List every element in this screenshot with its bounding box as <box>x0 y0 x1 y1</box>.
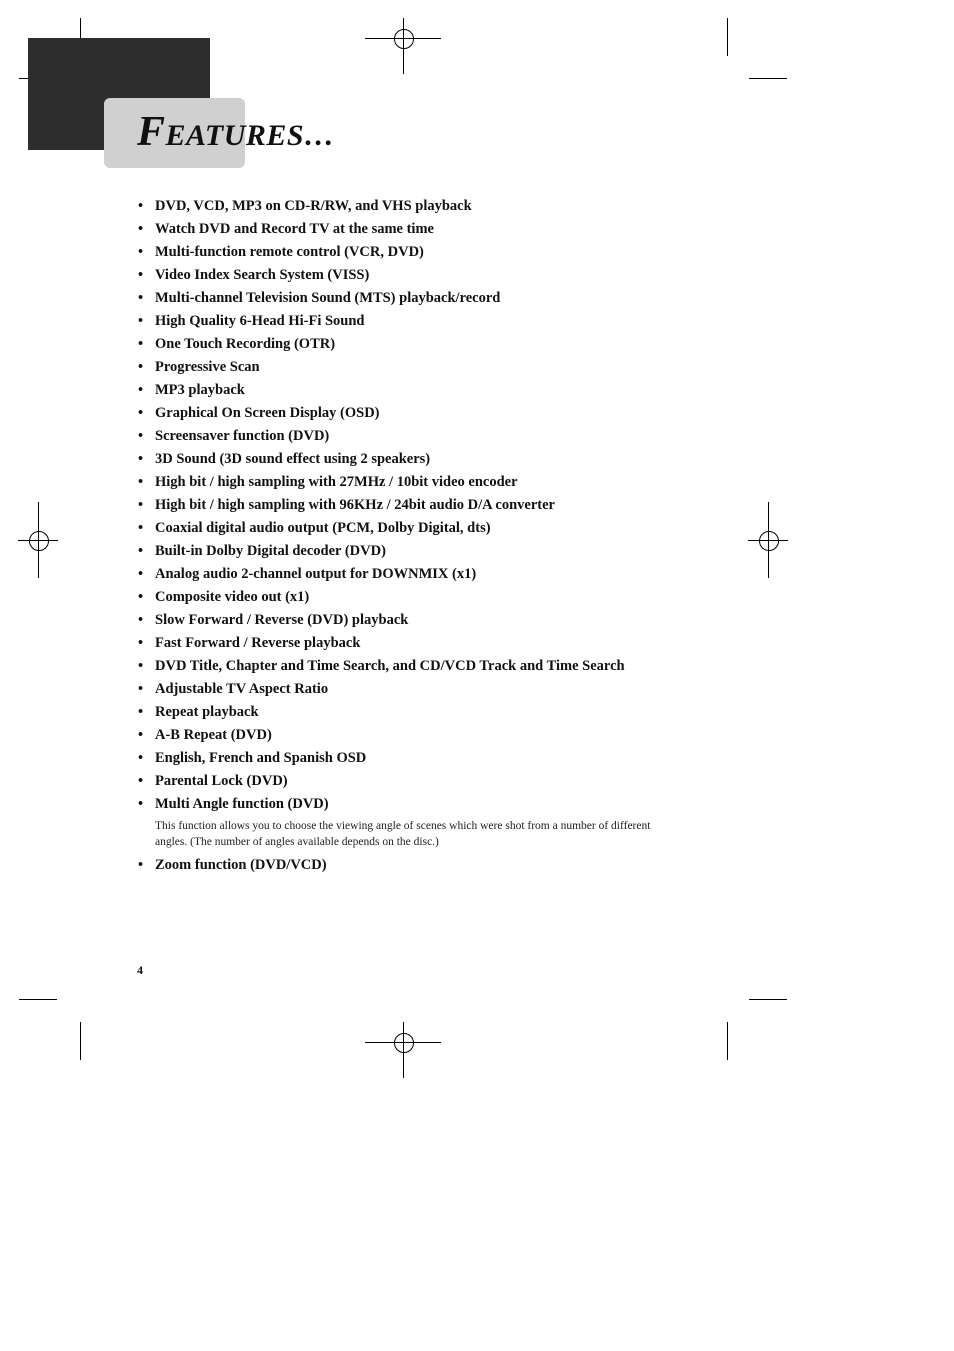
page-title-rest: EATURES… <box>165 119 335 152</box>
registration-mark-left <box>0 502 76 578</box>
bullet-icon: • <box>138 727 144 743</box>
feature-item <box>138 241 698 264</box>
registration-mark-right <box>730 502 806 578</box>
feature-item <box>138 287 698 310</box>
bullet-icon: • <box>138 857 144 873</box>
feature-item <box>138 563 698 586</box>
bullet-icon: • <box>138 336 144 352</box>
feature-label: MP3 playback <box>155 382 245 398</box>
feature-label: Watch DVD and Record TV at the same time <box>155 221 434 237</box>
feature-label: Adjustable TV Aspect Ratio <box>155 681 329 697</box>
feature-item <box>138 471 698 494</box>
bullet-icon: • <box>138 773 144 789</box>
page-title-initial: F <box>137 109 166 155</box>
bullet-icon: • <box>138 681 144 697</box>
crop-mark <box>80 1022 81 1060</box>
feature-label: DVD, VCD, MP3 on CD-R/RW, and VHS playback <box>155 198 472 214</box>
feature-item <box>138 609 698 632</box>
crop-mark <box>727 1022 728 1060</box>
feature-label: Multi-channel Television Sound (MTS) playback/record <box>155 290 501 306</box>
bullet-icon: • <box>138 405 144 421</box>
feature-label: Screensaver function (DVD) <box>155 428 330 444</box>
feature-item <box>138 517 698 540</box>
feature-item <box>138 448 698 471</box>
feature-label: High Quality 6-Head Hi-Fi Sound <box>155 313 365 329</box>
feature-label: Multi Angle function (DVD) <box>155 796 329 812</box>
feature-label: 3D Sound (3D sound effect using 2 speakers) <box>155 451 431 467</box>
bullet-icon: • <box>138 198 144 214</box>
bullet-icon: • <box>138 497 144 513</box>
feature-item <box>138 425 698 448</box>
feature-item <box>138 854 698 877</box>
bullet-icon: • <box>138 267 144 283</box>
bullet-icon: • <box>138 451 144 467</box>
feature-item <box>138 632 698 655</box>
bullet-icon: • <box>138 382 144 398</box>
feature-item <box>138 724 698 747</box>
feature-label: Slow Forward / Reverse (DVD) playback <box>155 612 409 628</box>
bullet-icon: • <box>138 796 144 812</box>
feature-label: Composite video out (x1) <box>155 589 310 605</box>
multi-angle-note: This function allows you to choose the viewing angle of scenes which were shot from a number of different angles. (The number of angles available depends on the disc.) <box>155 820 651 848</box>
feature-label: Graphical On Screen Display (OSD) <box>155 405 380 421</box>
feature-item <box>138 770 698 793</box>
bullet-icon: • <box>138 428 144 444</box>
bullet-icon: • <box>138 244 144 260</box>
feature-label: Fast Forward / Reverse playback <box>155 635 361 651</box>
bullet-icon: • <box>138 221 144 237</box>
bullet-icon: • <box>138 566 144 582</box>
feature-item <box>138 793 698 816</box>
feature-item <box>138 586 698 609</box>
feature-label: English, French and Spanish OSD <box>155 750 367 766</box>
registration-mark-top <box>365 0 441 76</box>
feature-label: DVD Title, Chapter and Time Search, and CD/VCD Track and Time Search <box>155 658 625 674</box>
bullet-icon: • <box>138 658 144 674</box>
feature-label: Analog audio 2-channel output for DOWNMIX (x1) <box>155 566 477 582</box>
feature-label: One Touch Recording (OTR) <box>155 336 336 352</box>
feature-item <box>138 494 698 517</box>
feature-item <box>138 333 698 356</box>
feature-label: Multi-function remote control (VCR, DVD) <box>155 244 424 260</box>
feature-item <box>138 264 698 287</box>
bullet-icon: • <box>138 589 144 605</box>
bullet-icon: • <box>138 520 144 536</box>
bullet-icon: • <box>138 543 144 559</box>
crop-mark <box>727 18 728 56</box>
feature-label: High bit / high sampling with 96KHz / 24bit audio D/A converter <box>155 497 555 513</box>
feature-label: High bit / high sampling with 27MHz / 10bit video encoder <box>155 474 518 490</box>
feature-item <box>138 310 698 333</box>
feature-item <box>138 195 698 218</box>
feature-item <box>138 701 698 724</box>
registration-mark-bottom <box>365 1004 441 1080</box>
bullet-icon: • <box>138 359 144 375</box>
page-number: 4 <box>137 963 143 977</box>
feature-item <box>138 402 698 425</box>
feature-label: Repeat playback <box>155 704 259 720</box>
feature-item <box>138 356 698 379</box>
bullet-icon: • <box>138 635 144 651</box>
bullet-icon: • <box>138 313 144 329</box>
feature-label: Built-in Dolby Digital decoder (DVD) <box>155 543 386 559</box>
feature-item <box>138 540 698 563</box>
bullet-icon: • <box>138 612 144 628</box>
crop-mark <box>749 999 787 1000</box>
feature-label: Zoom function (DVD/VCD) <box>155 857 327 873</box>
bullet-icon: • <box>138 474 144 490</box>
bullet-icon: • <box>138 750 144 766</box>
feature-label: Parental Lock (DVD) <box>155 773 288 789</box>
bullet-icon: • <box>138 290 144 306</box>
feature-label: Coaxial digital audio output (PCM, Dolby Digital, dts) <box>155 520 491 536</box>
crop-mark <box>749 78 787 79</box>
feature-label: A-B Repeat (DVD) <box>155 727 272 743</box>
bullet-icon: • <box>138 704 144 720</box>
feature-label: Video Index Search System (VISS) <box>155 267 370 283</box>
features-list <box>138 195 698 877</box>
page-title <box>137 108 335 160</box>
feature-item <box>138 747 698 770</box>
feature-label: Progressive Scan <box>155 359 260 375</box>
feature-item <box>138 218 698 241</box>
feature-item <box>138 678 698 701</box>
crop-mark <box>19 999 57 1000</box>
feature-item <box>138 655 698 678</box>
feature-item <box>138 379 698 402</box>
